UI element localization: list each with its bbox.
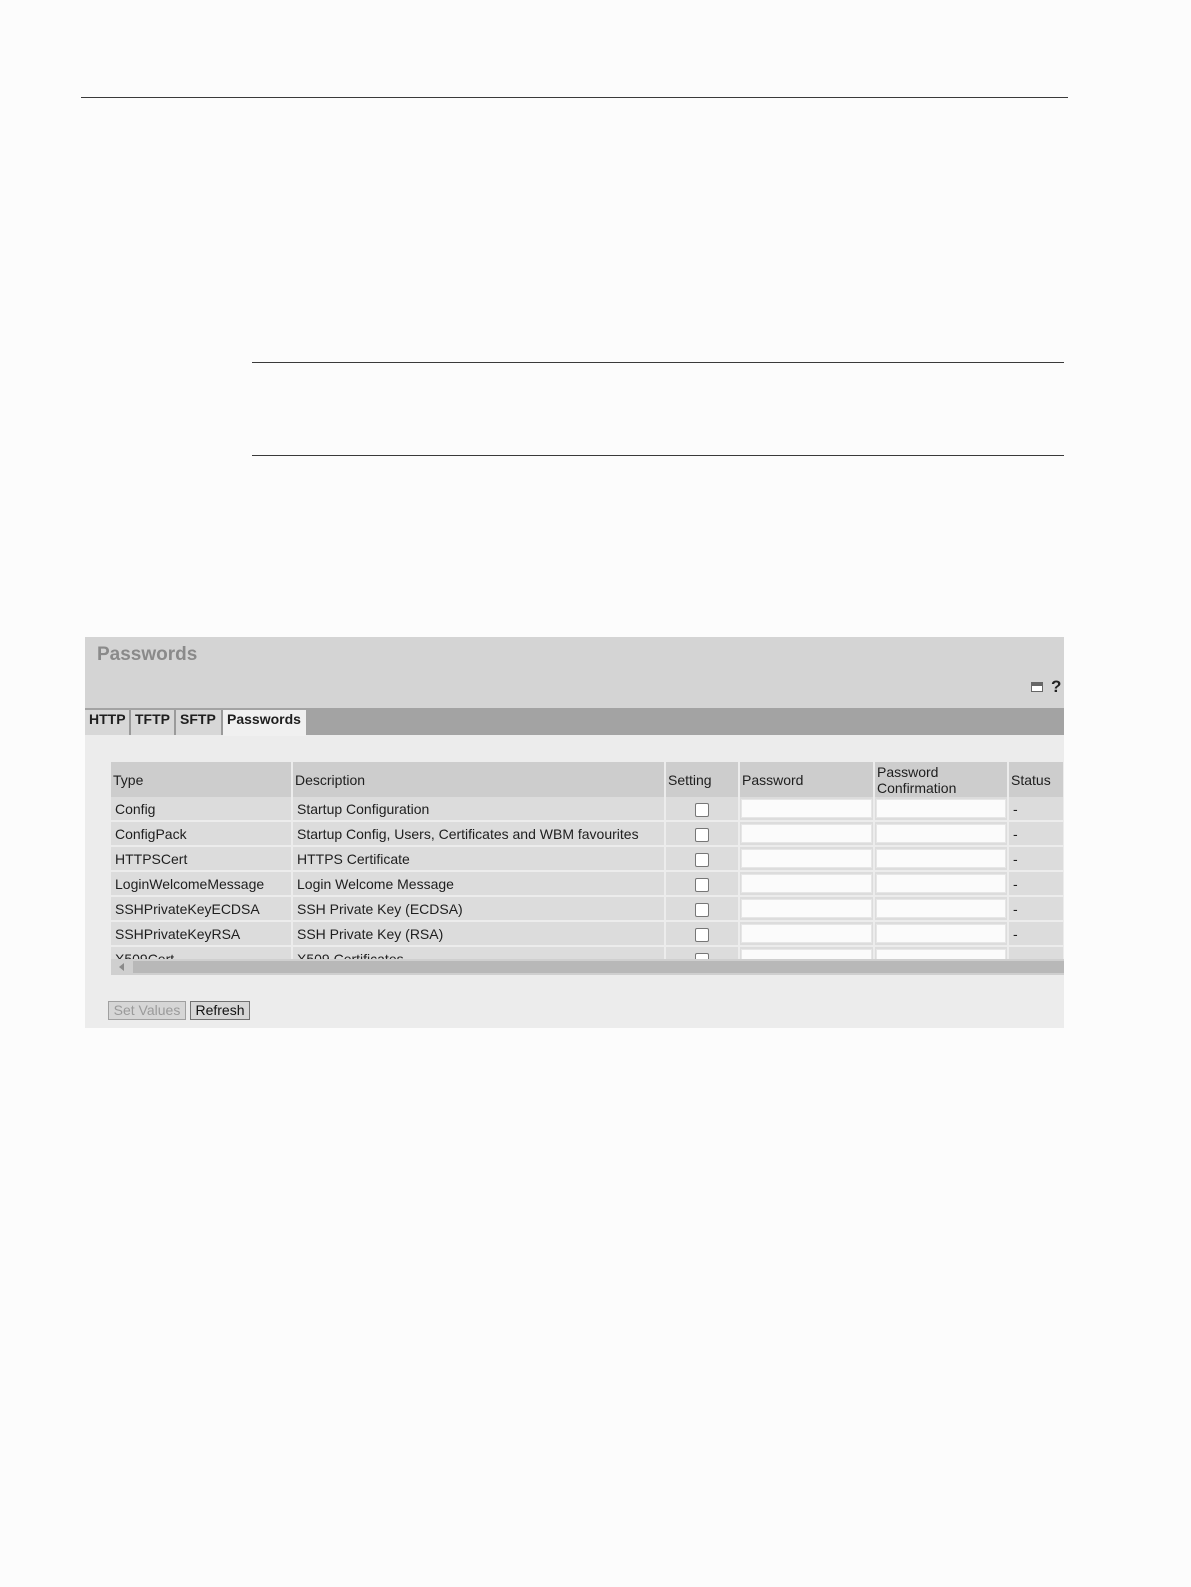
password-input[interactable] [741,799,872,818]
cell-type: LoginWelcomeMessage [111,871,292,896]
setting-checkbox[interactable] [695,803,709,817]
panel-header [85,637,1064,708]
column-header-password-confirmation [874,762,1008,797]
column-header-password-confirmation-line2: Confirmation [877,779,957,796]
cell-setting [665,921,739,946]
cell-description: Startup Config, Users, Certificates and WBM favourites [292,821,665,846]
cell-type: SSHPrivateKeyRSA [111,921,292,946]
window-icon[interactable] [1031,682,1043,692]
cell-type: SSHPrivateKeyECDSA [111,896,292,921]
cell-status: - [1008,821,1064,846]
table-row [111,821,1064,846]
cell-confirmation [874,871,1008,896]
cell-password [739,871,874,896]
cell-description: SSH Private Key (RSA) [292,921,665,946]
tab-strip [85,708,1064,735]
refresh-button[interactable]: Refresh [190,1001,250,1020]
help-icon[interactable]: ? [1051,677,1062,696]
password-confirmation-input[interactable] [876,799,1006,818]
cell-confirmation [874,797,1008,821]
column-header-password-confirmation-line1: Password [877,763,939,780]
cell-type: ConfigPack [111,821,292,846]
table-row [111,921,1064,946]
cell-status: - [1008,896,1064,921]
page-top-rule [81,97,1068,98]
setting-checkbox[interactable] [695,828,709,842]
cell-setting [665,896,739,921]
table-row [111,846,1064,871]
passwords-table [111,762,1064,972]
tab-passwords[interactable]: Passwords [223,710,306,736]
tab-tftp[interactable]: TFTP [131,710,176,735]
arrow-left-icon[interactable] [119,963,124,971]
cell-password [739,797,874,821]
cell-setting [665,797,739,821]
note-top-rule [252,362,1064,363]
column-header-status: Status [1008,762,1064,797]
cell-password [739,821,874,846]
cell-confirmation [874,921,1008,946]
cell-description: SSH Private Key (ECDSA) [292,896,665,921]
cell-status: - [1008,921,1064,946]
cell-password [739,921,874,946]
passwords-table-container [111,762,1064,972]
cell-description: Startup Configuration [292,797,665,821]
cell-confirmation [874,846,1008,871]
cell-setting [665,821,739,846]
password-input[interactable] [741,849,872,868]
passwords-panel [85,637,1064,1028]
password-input[interactable] [741,874,872,893]
table-row [111,871,1064,896]
column-header-password: Password [739,762,874,797]
tab-sftp[interactable]: SFTP [176,710,223,735]
horizontal-scrollbar[interactable] [111,959,1064,975]
cell-setting [665,871,739,896]
cell-type: Config [111,797,292,821]
scrollbar-thumb[interactable] [133,961,1064,973]
cell-setting [665,846,739,871]
cell-status: - [1008,797,1064,821]
setting-checkbox[interactable] [695,853,709,867]
password-confirmation-input[interactable] [876,824,1006,843]
cell-type: HTTPSCert [111,846,292,871]
table-row [111,797,1064,821]
note-bottom-rule [252,455,1064,456]
page-title: Passwords [97,644,198,665]
setting-checkbox[interactable] [695,878,709,892]
set-values-button[interactable]: Set Values [108,1001,186,1020]
table-header-row [111,762,1064,797]
cell-status: - [1008,846,1064,871]
password-confirmation-input[interactable] [876,874,1006,893]
cell-confirmation [874,821,1008,846]
table-row [111,896,1064,921]
setting-checkbox[interactable] [695,903,709,917]
password-input[interactable] [741,924,872,943]
cell-description: HTTPS Certificate [292,846,665,871]
password-input[interactable] [741,824,872,843]
column-header-description: Description [292,762,665,797]
password-confirmation-input[interactable] [876,849,1006,868]
cell-password [739,896,874,921]
password-confirmation-input[interactable] [876,899,1006,918]
cell-password [739,846,874,871]
password-confirmation-input[interactable] [876,924,1006,943]
setting-checkbox[interactable] [695,928,709,942]
column-header-setting: Setting [665,762,739,797]
password-input[interactable] [741,899,872,918]
cell-status: - [1008,871,1064,896]
cell-confirmation [874,896,1008,921]
tab-http[interactable]: HTTP [85,710,131,735]
cell-description: Login Welcome Message [292,871,665,896]
column-header-type: Type [111,762,292,797]
